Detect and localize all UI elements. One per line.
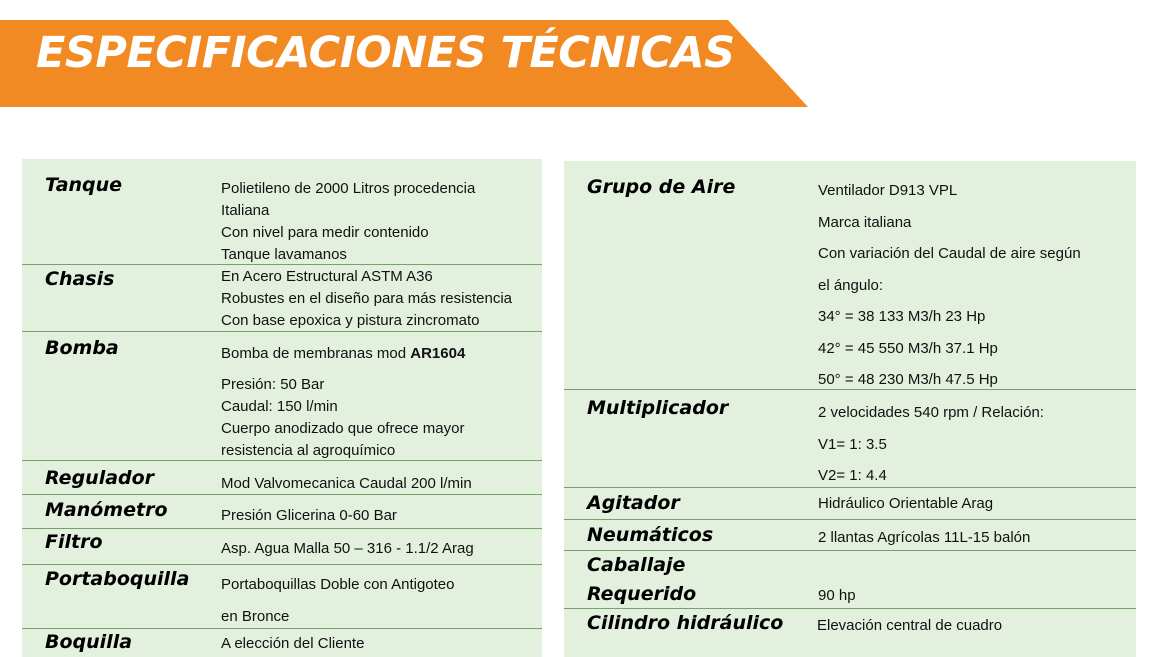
spec-row-filtro bbox=[22, 529, 542, 565]
spec-values bbox=[818, 493, 993, 515]
spec-label: Cilindro hidráulico bbox=[587, 612, 784, 634]
spec-label: Filtro bbox=[45, 531, 103, 553]
spec-row-regulador bbox=[22, 461, 542, 495]
spec-value: V1= 1: 3.5 bbox=[818, 435, 887, 453]
spec-value: 50° = 48 230 M3/h 47.5 Hp bbox=[818, 371, 998, 388]
spec-values bbox=[221, 178, 475, 266]
spec-value: Tanque lavamanos bbox=[221, 246, 347, 263]
spec-value: Robustes en el diseño para más resistencia bbox=[221, 290, 512, 307]
spec-row-boquilla bbox=[22, 629, 542, 657]
spec-row-bomba bbox=[22, 332, 542, 461]
spec-row-neumaticos bbox=[564, 520, 1136, 551]
spec-values bbox=[221, 343, 465, 462]
spec-values bbox=[818, 527, 1030, 549]
spec-value: 2 llantas Agrícolas 11L-15 balón bbox=[818, 529, 1031, 546]
spec-value: Caudal: 150 l/min bbox=[221, 398, 338, 415]
spec-values bbox=[818, 175, 1081, 396]
spec-label: Boquilla bbox=[45, 631, 133, 653]
spec-row-manometro bbox=[22, 495, 542, 529]
spec-value: Con nivel para medir contenido bbox=[221, 224, 429, 241]
spec-value: 90 hp bbox=[818, 587, 856, 604]
spec-value: Cuerpo anodizado que ofrece mayor bbox=[221, 420, 465, 437]
spec-value: Presión Glicerina 0-60 Bar bbox=[221, 507, 397, 524]
spec-row-grupo-de-aire bbox=[564, 161, 1136, 390]
pump-model: AR1604 bbox=[410, 345, 466, 362]
spec-value: Polietileno de 2000 Litros procedencia bbox=[221, 180, 476, 197]
spec-value: resistencia al agroquímico bbox=[221, 442, 396, 459]
spec-value: Con base epoxica y pistura zincromato bbox=[221, 312, 480, 329]
spec-values bbox=[817, 615, 1002, 637]
spec-value: En Acero Estructural ASTM A36 bbox=[221, 268, 433, 285]
spec-label: Caballaje Requerido bbox=[587, 554, 697, 605]
spec-row-caballaje bbox=[564, 551, 1136, 609]
specs-table-right bbox=[564, 161, 1136, 657]
header-banner bbox=[0, 20, 810, 107]
spec-label: Manómetro bbox=[45, 499, 168, 521]
spec-value: Hidráulico Orientable Arag bbox=[818, 495, 994, 512]
spec-values bbox=[221, 473, 472, 495]
spec-label: Regulador bbox=[45, 467, 155, 489]
spec-label: Multiplicador bbox=[587, 397, 729, 419]
spec-label: Bomba bbox=[45, 337, 119, 359]
spec-values bbox=[818, 397, 1044, 492]
spec-row-agitador bbox=[564, 488, 1136, 520]
specs-table-left bbox=[22, 159, 542, 657]
spec-value: en Bronce bbox=[221, 608, 290, 625]
spec-row-multiplicador bbox=[564, 390, 1136, 488]
spec-value: Bomba de membranas mod AR1604 bbox=[221, 345, 466, 362]
spec-label: Chasis bbox=[45, 268, 115, 290]
spec-value: Presión: 50 Bar bbox=[221, 376, 325, 393]
spec-values bbox=[221, 538, 474, 560]
spec-value: Italiana bbox=[221, 202, 270, 219]
spec-row-tanque bbox=[22, 159, 542, 265]
spec-value: V2= 1: 4.4 bbox=[818, 467, 887, 484]
spec-values bbox=[221, 569, 455, 633]
page-title: ESPECIFICACIONES TÉCNICAS bbox=[36, 28, 735, 78]
spec-value: 34° = 38 133 M3/h 23 Hp bbox=[818, 308, 986, 325]
spec-value: Marca italiana bbox=[818, 213, 912, 231]
spec-label: Tanque bbox=[45, 174, 123, 196]
spec-value: Con variación del Caudal de aire según bbox=[818, 245, 1081, 262]
spec-label: Grupo de Aire bbox=[587, 176, 736, 198]
spec-value: Elevación central de cuadro bbox=[817, 617, 1003, 634]
spec-value: Mod Valvomecanica Caudal 200 l/min bbox=[221, 475, 472, 492]
spec-values bbox=[221, 505, 397, 527]
spec-row-cilindro bbox=[564, 609, 1136, 657]
spec-value: 2 velocidades 540 rpm / Relación: bbox=[818, 404, 1044, 421]
spec-row-chasis bbox=[22, 265, 542, 332]
spec-value: Asp. Agua Malla 50 – 316 - 1.1/2 Arag bbox=[221, 540, 474, 557]
spec-values bbox=[221, 266, 512, 332]
spec-values bbox=[818, 585, 856, 607]
spec-value: A elección del Cliente bbox=[221, 635, 365, 652]
spec-values bbox=[221, 633, 364, 655]
spec-value: 42° = 45 550 M3/h 37.1 Hp bbox=[818, 339, 998, 357]
spec-label: Agitador bbox=[587, 492, 680, 514]
spec-label: Portaboquilla bbox=[45, 568, 190, 590]
spec-value: Portaboquillas Doble con Antigoteo bbox=[221, 576, 455, 593]
spec-value: Ventilador D913 VPL bbox=[818, 182, 958, 199]
spec-label: Neumáticos bbox=[587, 524, 714, 546]
spec-value: el ángulo: bbox=[818, 276, 884, 294]
spec-row-portaboquilla bbox=[22, 565, 542, 629]
